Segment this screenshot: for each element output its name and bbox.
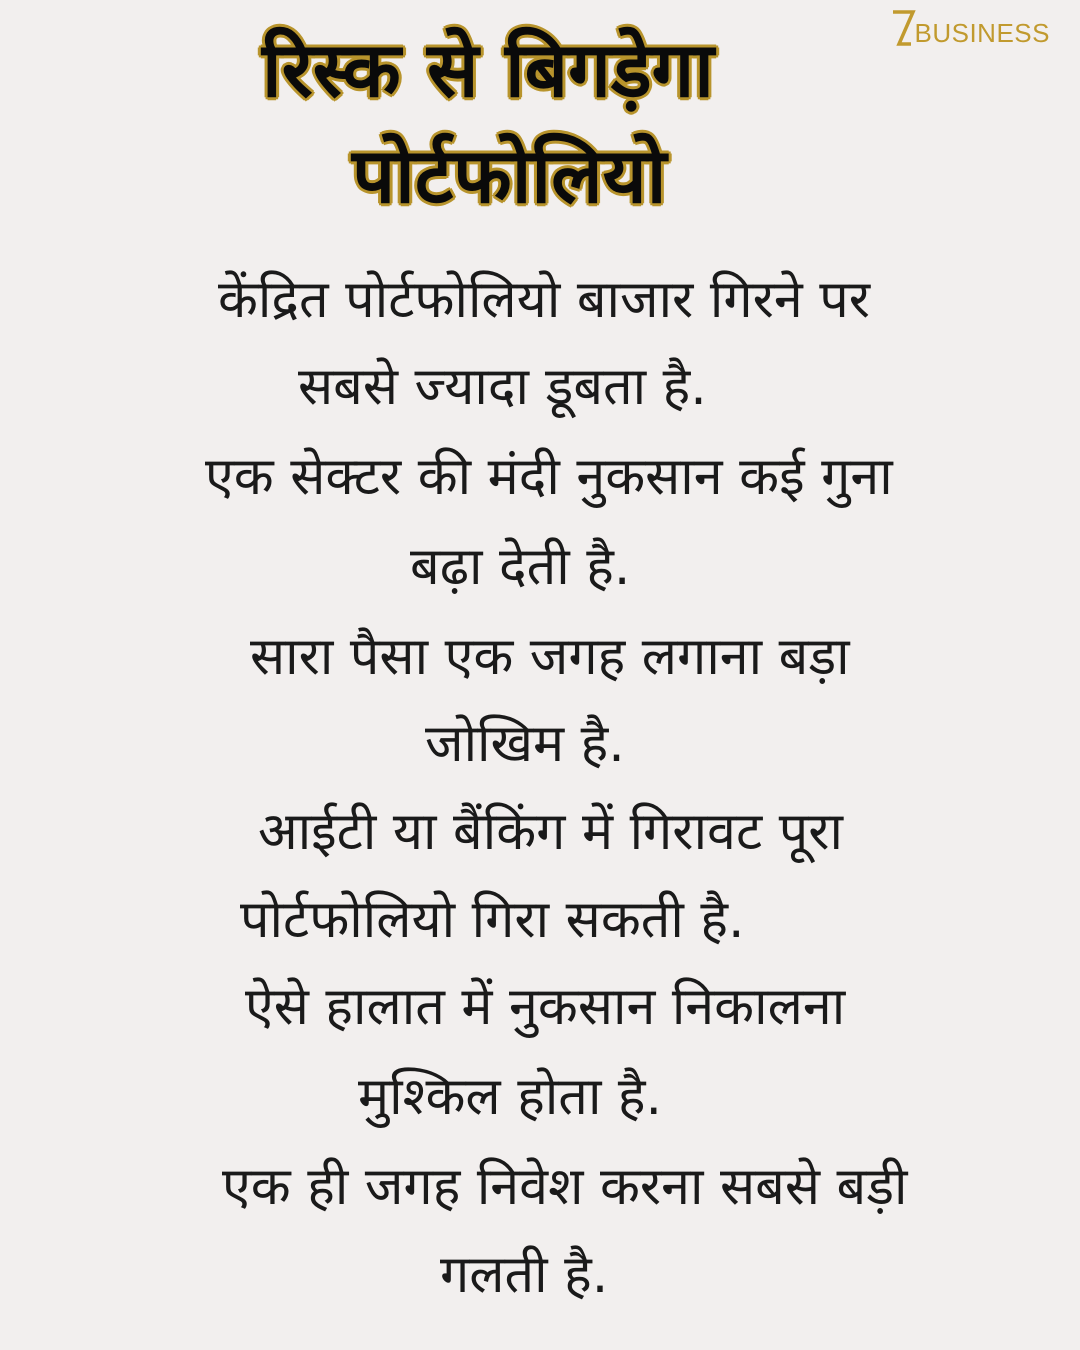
point-5-line-1: ऐसे हालात में नुकसान निकालना [245,977,846,1037]
point-1-line-2: सबसे ज्यादा डूबता है. [298,357,707,417]
point-2-line-1: एक सेक्टर की मंदी नुकसान कई गुना [205,447,893,507]
point-6-line-1: एक ही जगह निवेश करना सबसे बड़ी [222,1157,908,1217]
headline-line-2: पोर्टफोलियो [352,131,667,220]
point-1-line-1: केंद्रित पोर्टफोलियो बाजार गिरने पर [218,270,871,330]
point-6-line-2: गलती है. [440,1245,609,1305]
z-logo-icon [889,8,917,48]
point-3-line-1: सारा पैसा एक जगह लगाना बड़ा [250,627,850,687]
brand-logo [889,8,1051,48]
point-4-line-2: पोर्टफोलियो गिरा सकती है. [240,890,745,950]
point-4-line-1: आईटी या बैंकिंग में गिरावट पूरा [258,802,843,862]
point-3-line-2: जोखिम है. [425,714,625,774]
brand-logo-text: BUSINESS [914,18,1050,48]
point-2-line-2: बढ़ा देती है. [410,537,631,597]
headline-line-1: रिस्क से बिगड़ेगा [262,25,714,114]
point-5-line-2: मुश्किल होता है. [358,1067,663,1127]
